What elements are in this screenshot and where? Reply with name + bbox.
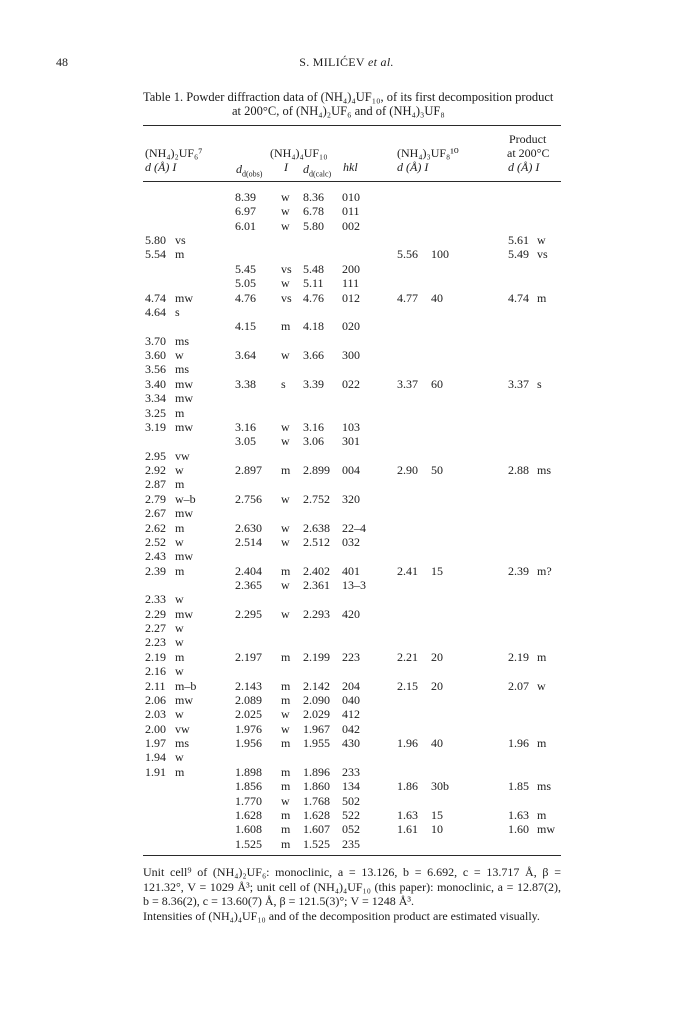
table-cell-b-d: 5.45 (235, 261, 256, 276)
table-cell-p-d: 1.85 (508, 779, 529, 794)
table-cell-b-c: 3.06 (303, 434, 324, 449)
table-cell-b-h: 22–4 (342, 520, 366, 535)
table-cell-a-d: 2.43 (145, 549, 166, 564)
table-caption-line-2: at 200°C, of (NH₄)₂UF₆ and of (NH₄)₃UF₈ (232, 104, 445, 118)
table-cell-a-i: mw (175, 419, 193, 434)
table-cell-b-i: w (281, 204, 290, 219)
table-cell-a-d: 4.64 (145, 304, 166, 319)
table-cell-b-h: 022 (342, 376, 360, 391)
table-cell-b-c: 4.76 (303, 290, 324, 305)
table-cell-b-i: w (281, 520, 290, 535)
table-cell-a-d: 3.25 (145, 405, 166, 420)
table-cell-a-i: ms (175, 333, 190, 348)
table-cell-p-d: 1.60 (508, 822, 529, 837)
table-cell-b-i: m (281, 807, 291, 822)
table-cell-a-d: 3.70 (145, 333, 166, 348)
table-cell-b-c: 2.638 (303, 520, 330, 535)
table-cell-a-i: vs (175, 233, 186, 248)
table-cell-b-i: w (281, 419, 290, 434)
table-cell-b-d: 2.365 (235, 577, 262, 592)
table-cell-a-i: ms (175, 362, 190, 377)
table-cell-p-d: 5.61 (508, 233, 529, 248)
table-cell-c-d: 1.61 (397, 822, 418, 837)
table-cell-c-i: 10 (431, 822, 443, 837)
table-cell-b-i: vs (281, 290, 292, 305)
table-cell-b-c: 1.896 (303, 764, 330, 779)
table-cell-b-h: 13–3 (342, 577, 366, 592)
table-cell-b-i: w (281, 348, 290, 363)
table-cell-p-i: m (537, 807, 547, 822)
table-cell-p-i: m? (537, 563, 552, 578)
table-cell-b-h: 042 (342, 721, 360, 736)
table-cell-a-d: 1.94 (145, 750, 166, 765)
table-cell-c-i: 30b (431, 779, 449, 794)
table-cell-b-h: 052 (342, 822, 360, 837)
table-cell-a-i: vw (175, 448, 190, 463)
table-cell-b-d: 2.630 (235, 520, 262, 535)
table-cell-a-i: m (175, 247, 185, 262)
table-cell-b-h: 103 (342, 419, 360, 434)
table-cell-p-d: 2.39 (508, 563, 529, 578)
table-cell-c-d: 2.21 (397, 649, 418, 664)
table-cell-b-c: 2.293 (303, 606, 330, 621)
table-cell-p-d: 2.88 (508, 463, 529, 478)
table-cell-b-c: 1.768 (303, 793, 330, 808)
header-c-units: d (Å) I (397, 160, 429, 174)
table-cell-c-d: 1.96 (397, 736, 418, 751)
table-cell-a-d: 3.34 (145, 391, 166, 406)
table-cell-b-h: 401 (342, 563, 360, 578)
running-head-author: S. MILIĆEV (299, 55, 365, 69)
table-cell-b-i: w (281, 707, 290, 722)
table-cell-b-c: 2.029 (303, 707, 330, 722)
table-cell-b-c: 2.402 (303, 563, 330, 578)
table-cell-b-c: 2.752 (303, 491, 330, 506)
table-cell-b-c: 2.199 (303, 649, 330, 664)
table-cell-c-i: 15 (431, 807, 443, 822)
table-cell-b-h: 012 (342, 290, 360, 305)
table-cell-c-i: 20 (431, 678, 443, 693)
table-cell-b-d: 2.514 (235, 534, 262, 549)
table-cell-a-d: 2.19 (145, 649, 166, 664)
table-cell-b-i: m (281, 463, 291, 478)
table-cell-a-d: 2.39 (145, 563, 166, 578)
table-cell-c-d: 2.41 (397, 563, 418, 578)
table-cell-b-h: 020 (342, 319, 360, 334)
table-cell-b-i: w (281, 793, 290, 808)
table-cell-p-d: 5.49 (508, 247, 529, 262)
table-cell-b-c: 4.18 (303, 319, 324, 334)
table-cell-b-d: 2.143 (235, 678, 262, 693)
table-cell-a-d: 2.11 (145, 678, 166, 693)
table-cell-b-i: m (281, 319, 291, 334)
table-cell-a-i: w (175, 664, 184, 679)
table-cell-b-d: 2.197 (235, 649, 262, 664)
table-cell-b-h: 301 (342, 434, 360, 449)
table-cell-b-h: 320 (342, 491, 360, 506)
table-cell-b-c: 1.525 (303, 836, 330, 851)
header-product-line-3: d (Å) I (508, 160, 540, 174)
table-cell-a-d: 2.03 (145, 707, 166, 722)
table-cell-a-i: w (175, 635, 184, 650)
table-cell-b-d: 1.856 (235, 779, 262, 794)
footnote-unit-cell: Unit cell⁹ of (NH₄)₂UF₆: monoclinic, a = 13.126, b = 6.692, c = 13.717 Å, β = 121.32°, V = 1029 Å³; unit cell of (NH₄)₄UF₁₀ (this paper): monoclinic, a = 12.87(2), b = 8.36(2), c = 13.60(7) Å, β = 121.5(3)°; V = 1248 Å³. (143, 865, 561, 908)
table-cell-b-c: 2.899 (303, 463, 330, 478)
table-cell-a-d: 2.67 (145, 506, 166, 521)
table-cell-a-i: m (175, 520, 185, 535)
table-cell-a-d: 2.23 (145, 635, 166, 650)
table-cell-a-d: 2.92 (145, 463, 166, 478)
table-cell-b-d: 1.628 (235, 807, 262, 822)
table-cell-a-d: 3.60 (145, 348, 166, 363)
table-cell-a-d: 1.97 (145, 736, 166, 751)
table-cell-p-i: mw (537, 822, 555, 837)
table-cell-b-c: 1.607 (303, 822, 330, 837)
table-cell-b-d: 2.089 (235, 692, 262, 707)
table-cell-a-d: 5.54 (145, 247, 166, 262)
table-header-rule (143, 181, 561, 182)
table-cell-b-c: 2.512 (303, 534, 330, 549)
table-cell-a-i: m (175, 563, 185, 578)
footnote-intensities: Intensities of (NH₄)₄UF₁₀ and of the decomposition product are estimated visually. (143, 909, 540, 923)
table-cell-b-d: 6.01 (235, 218, 256, 233)
table-cell-b-i: m (281, 736, 291, 751)
header-a-units: d (Å) I (145, 160, 177, 174)
table-cell-a-i: w (175, 621, 184, 636)
table-cell-b-d: 3.16 (235, 419, 256, 434)
table-cell-a-d: 2.06 (145, 692, 166, 707)
table-cell-a-d: 2.62 (145, 520, 166, 535)
table-cell-a-d: 2.95 (145, 448, 166, 463)
table-cell-b-h: 502 (342, 793, 360, 808)
table-cell-b-i: vs (281, 261, 292, 276)
table-cell-a-i: w (175, 592, 184, 607)
table-cell-a-d: 3.56 (145, 362, 166, 377)
table-cell-b-c: 5.80 (303, 218, 324, 233)
table-cell-a-i: m (175, 405, 185, 420)
table-cell-b-i: m (281, 678, 291, 693)
table-cell-b-h: 010 (342, 190, 360, 204)
header-c-compound: (NH₄)₃UF₈¹⁰ (397, 146, 459, 160)
table-cell-a-d: 2.33 (145, 592, 166, 607)
table-cell-a-i: w (175, 750, 184, 765)
table-cell-b-i: w (281, 606, 290, 621)
table-cell-a-i: m (175, 764, 185, 779)
table-cell-p-d: 2.19 (508, 649, 529, 664)
table-cell-c-d: 3.37 (397, 376, 418, 391)
header-b-intensity: I (284, 160, 288, 174)
table-cell-c-i: 50 (431, 463, 443, 478)
table-cell-b-h: 011 (342, 204, 360, 219)
table-cell-c-d: 5.56 (397, 247, 418, 262)
table-cell-a-i: m (175, 477, 185, 492)
table-cell-b-h: 032 (342, 534, 360, 549)
table-cell-p-i: m (537, 649, 547, 664)
header-a-compound: (NH₄)₂UF₆⁷ (145, 146, 203, 160)
table-cell-b-c: 3.39 (303, 376, 324, 391)
table-cell-c-d: 2.15 (397, 678, 418, 693)
table-cell-c-d: 2.90 (397, 463, 418, 478)
table-cell-b-i: w (281, 276, 290, 291)
table-cell-b-d: 2.295 (235, 606, 262, 621)
table-cell-b-c: 6.78 (303, 204, 324, 219)
table-cell-a-i: vw (175, 721, 190, 736)
table-cell-p-d: 4.74 (508, 290, 529, 305)
table-cell-c-i: 100 (431, 247, 449, 262)
table-cell-a-i: mw (175, 549, 193, 564)
running-head-suffix: et al. (367, 55, 394, 69)
table-cell-b-i: w (281, 434, 290, 449)
table-cell-b-c: 2.142 (303, 678, 330, 693)
table-cell-p-i: ms (537, 463, 552, 478)
table-cell-a-i: ms (175, 736, 190, 751)
table-cell-b-c: 1.967 (303, 721, 330, 736)
table-caption-line-1: Table 1. Powder diffraction data of (NH₄)₄UF₁₀, of its first decomposition product (143, 90, 554, 104)
table-cell-b-i: m (281, 692, 291, 707)
table-cell-a-d: 3.40 (145, 376, 166, 391)
table-cell-b-d: 1.525 (235, 836, 262, 851)
table-cell-a-d: 2.87 (145, 477, 166, 492)
table-cell-b-c: 3.16 (303, 419, 324, 434)
table-cell-b-i: w (281, 190, 290, 204)
table-cell-b-i: w (281, 721, 290, 736)
table-cell-b-c: 8.36 (303, 190, 324, 204)
table-cell-b-h: 134 (342, 779, 360, 794)
table-cell-b-d: 4.15 (235, 319, 256, 334)
table-cell-p-i: w (537, 678, 546, 693)
table-cell-a-d: 1.91 (145, 764, 166, 779)
table-cell-b-d: 8.39 (235, 190, 256, 204)
table-cell-b-i: w (281, 534, 290, 549)
table-cell-b-i: m (281, 779, 291, 794)
table-cell-a-d: 2.16 (145, 664, 166, 679)
table-cell-c-i: 40 (431, 290, 443, 305)
table-cell-c-d: 1.63 (397, 807, 418, 822)
table-cell-b-h: 200 (342, 261, 360, 276)
table-cell-b-d: 1.976 (235, 721, 262, 736)
table-cell-a-d: 2.79 (145, 491, 166, 506)
table-cell-p-i: s (537, 376, 542, 391)
table-cell-p-i: w (537, 233, 546, 248)
table-cell-b-h: 412 (342, 707, 360, 722)
header-b-hkl: hkl (343, 160, 358, 174)
table-cell-c-i: 15 (431, 563, 443, 578)
table-cell-b-d: 6.97 (235, 204, 256, 219)
table-bottom-rule (143, 855, 561, 856)
table-cell-b-c: 3.66 (303, 348, 324, 363)
table-cell-a-i: m–b (175, 678, 197, 693)
table-cell-b-c: 1.628 (303, 807, 330, 822)
table-cell-b-h: 420 (342, 606, 360, 621)
table-cell-b-i: m (281, 563, 291, 578)
table-cell-b-d: 1.898 (235, 764, 262, 779)
running-head (0, 55, 693, 70)
table-cell-b-i: w (281, 577, 290, 592)
table-cell-b-c: 1.955 (303, 736, 330, 751)
table-cell-a-i: mw (175, 376, 193, 391)
table-cell-b-d: 2.404 (235, 563, 262, 578)
table-cell-b-i: m (281, 649, 291, 664)
table-cell-b-h: 040 (342, 692, 360, 707)
table-cell-b-d: 2.897 (235, 463, 262, 478)
table-cell-b-h: 002 (342, 218, 360, 233)
table-cell-a-d: 2.52 (145, 534, 166, 549)
table-cell-b-h: 204 (342, 678, 360, 693)
header-product-line-2: at 200°C (507, 146, 550, 160)
table-cell-b-i: m (281, 764, 291, 779)
table-cell-c-i: 60 (431, 376, 443, 391)
table-cell-b-h: 223 (342, 649, 360, 664)
table-cell-a-i: w (175, 348, 184, 363)
table-cell-a-i: mw (175, 290, 193, 305)
table-cell-p-i: ms (537, 779, 552, 794)
table-cell-b-d: 2.756 (235, 491, 262, 506)
table-cell-b-d: 5.05 (235, 276, 256, 291)
table-cell-b-c: 1.860 (303, 779, 330, 794)
table-cell-b-i: m (281, 836, 291, 851)
table-cell-a-i: w (175, 463, 184, 478)
table-cell-p-d: 1.63 (508, 807, 529, 822)
table-cell-c-d: 4.77 (397, 290, 418, 305)
table-cell-c-i: 40 (431, 736, 443, 751)
table-cell-p-d: 1.96 (508, 736, 529, 751)
table-cell-b-i: w (281, 218, 290, 233)
table-cell-b-h: 300 (342, 348, 360, 363)
table-cell-b-c: 2.361 (303, 577, 330, 592)
table-cell-b-c: 5.48 (303, 261, 324, 276)
table-cell-b-d: 1.956 (235, 736, 262, 751)
table-cell-b-d: 3.05 (235, 434, 256, 449)
table-cell-b-h: 111 (342, 276, 360, 291)
table-cell-b-d: 1.608 (235, 822, 262, 837)
table-cell-a-d: 2.00 (145, 721, 166, 736)
table-cell-b-h: 233 (342, 764, 360, 779)
table-cell-p-i: m (537, 290, 547, 305)
table-cell-a-i: w–b (175, 491, 196, 506)
table-cell-b-h: 522 (342, 807, 360, 822)
table-cell-a-i: mw (175, 391, 193, 406)
table-cell-b-h: 004 (342, 463, 360, 478)
table-cell-a-i: mw (175, 606, 193, 621)
table-cell-p-i: vs (537, 247, 548, 262)
table-cell-a-i: w (175, 534, 184, 549)
table-cell-p-d: 3.37 (508, 376, 529, 391)
table-cell-b-c: 5.11 (303, 276, 324, 291)
header-b-dobs: $d_{d(obs)}$ (236, 162, 263, 179)
table-cell-b-d: 4.76 (235, 290, 256, 305)
table-cell-b-d: 3.38 (235, 376, 256, 391)
table-cell-b-i: m (281, 822, 291, 837)
table-cell-p-i: m (537, 736, 547, 751)
table-cell-b-i: w (281, 491, 290, 506)
table-cell-b-h: 235 (342, 836, 360, 851)
table-cell-a-i: m (175, 649, 185, 664)
table-cell-a-i: s (175, 304, 180, 319)
table-cell-p-d: 2.07 (508, 678, 529, 693)
page-number: 48 (56, 55, 68, 69)
header-b-dobs-label: d(obs) (242, 169, 263, 179)
header-b-dcalc: $d_{d(calc)}$ (303, 162, 332, 179)
table-cell-a-i: mw (175, 506, 193, 521)
table-cell-c-d: 1.86 (397, 779, 418, 794)
table-cell-b-d: 3.64 (235, 348, 256, 363)
table-top-rule (143, 125, 561, 126)
table-cell-a-d: 2.27 (145, 621, 166, 636)
table-cell-a-d: 3.19 (145, 419, 166, 434)
table-cell-a-d: 2.29 (145, 606, 166, 621)
table-cell-b-c: 2.090 (303, 692, 330, 707)
table-cell-b-d: 2.025 (235, 707, 262, 722)
header-b-compound: (NH₄)₄UF₁₀ (270, 146, 328, 160)
table-cell-b-h: 430 (342, 736, 360, 751)
table-cell-a-d: 5.80 (145, 233, 166, 248)
table-cell-a-d: 4.74 (145, 290, 166, 305)
header-product-line-1: Product (509, 132, 547, 146)
table-cell-c-i: 20 (431, 649, 443, 664)
table-cell-a-i: w (175, 707, 184, 722)
table-cell-b-d: 1.770 (235, 793, 262, 808)
table-cell-a-i: mw (175, 692, 193, 707)
table-cell-b-i: s (281, 376, 286, 391)
header-b-dcalc-label: d(calc) (309, 169, 332, 179)
